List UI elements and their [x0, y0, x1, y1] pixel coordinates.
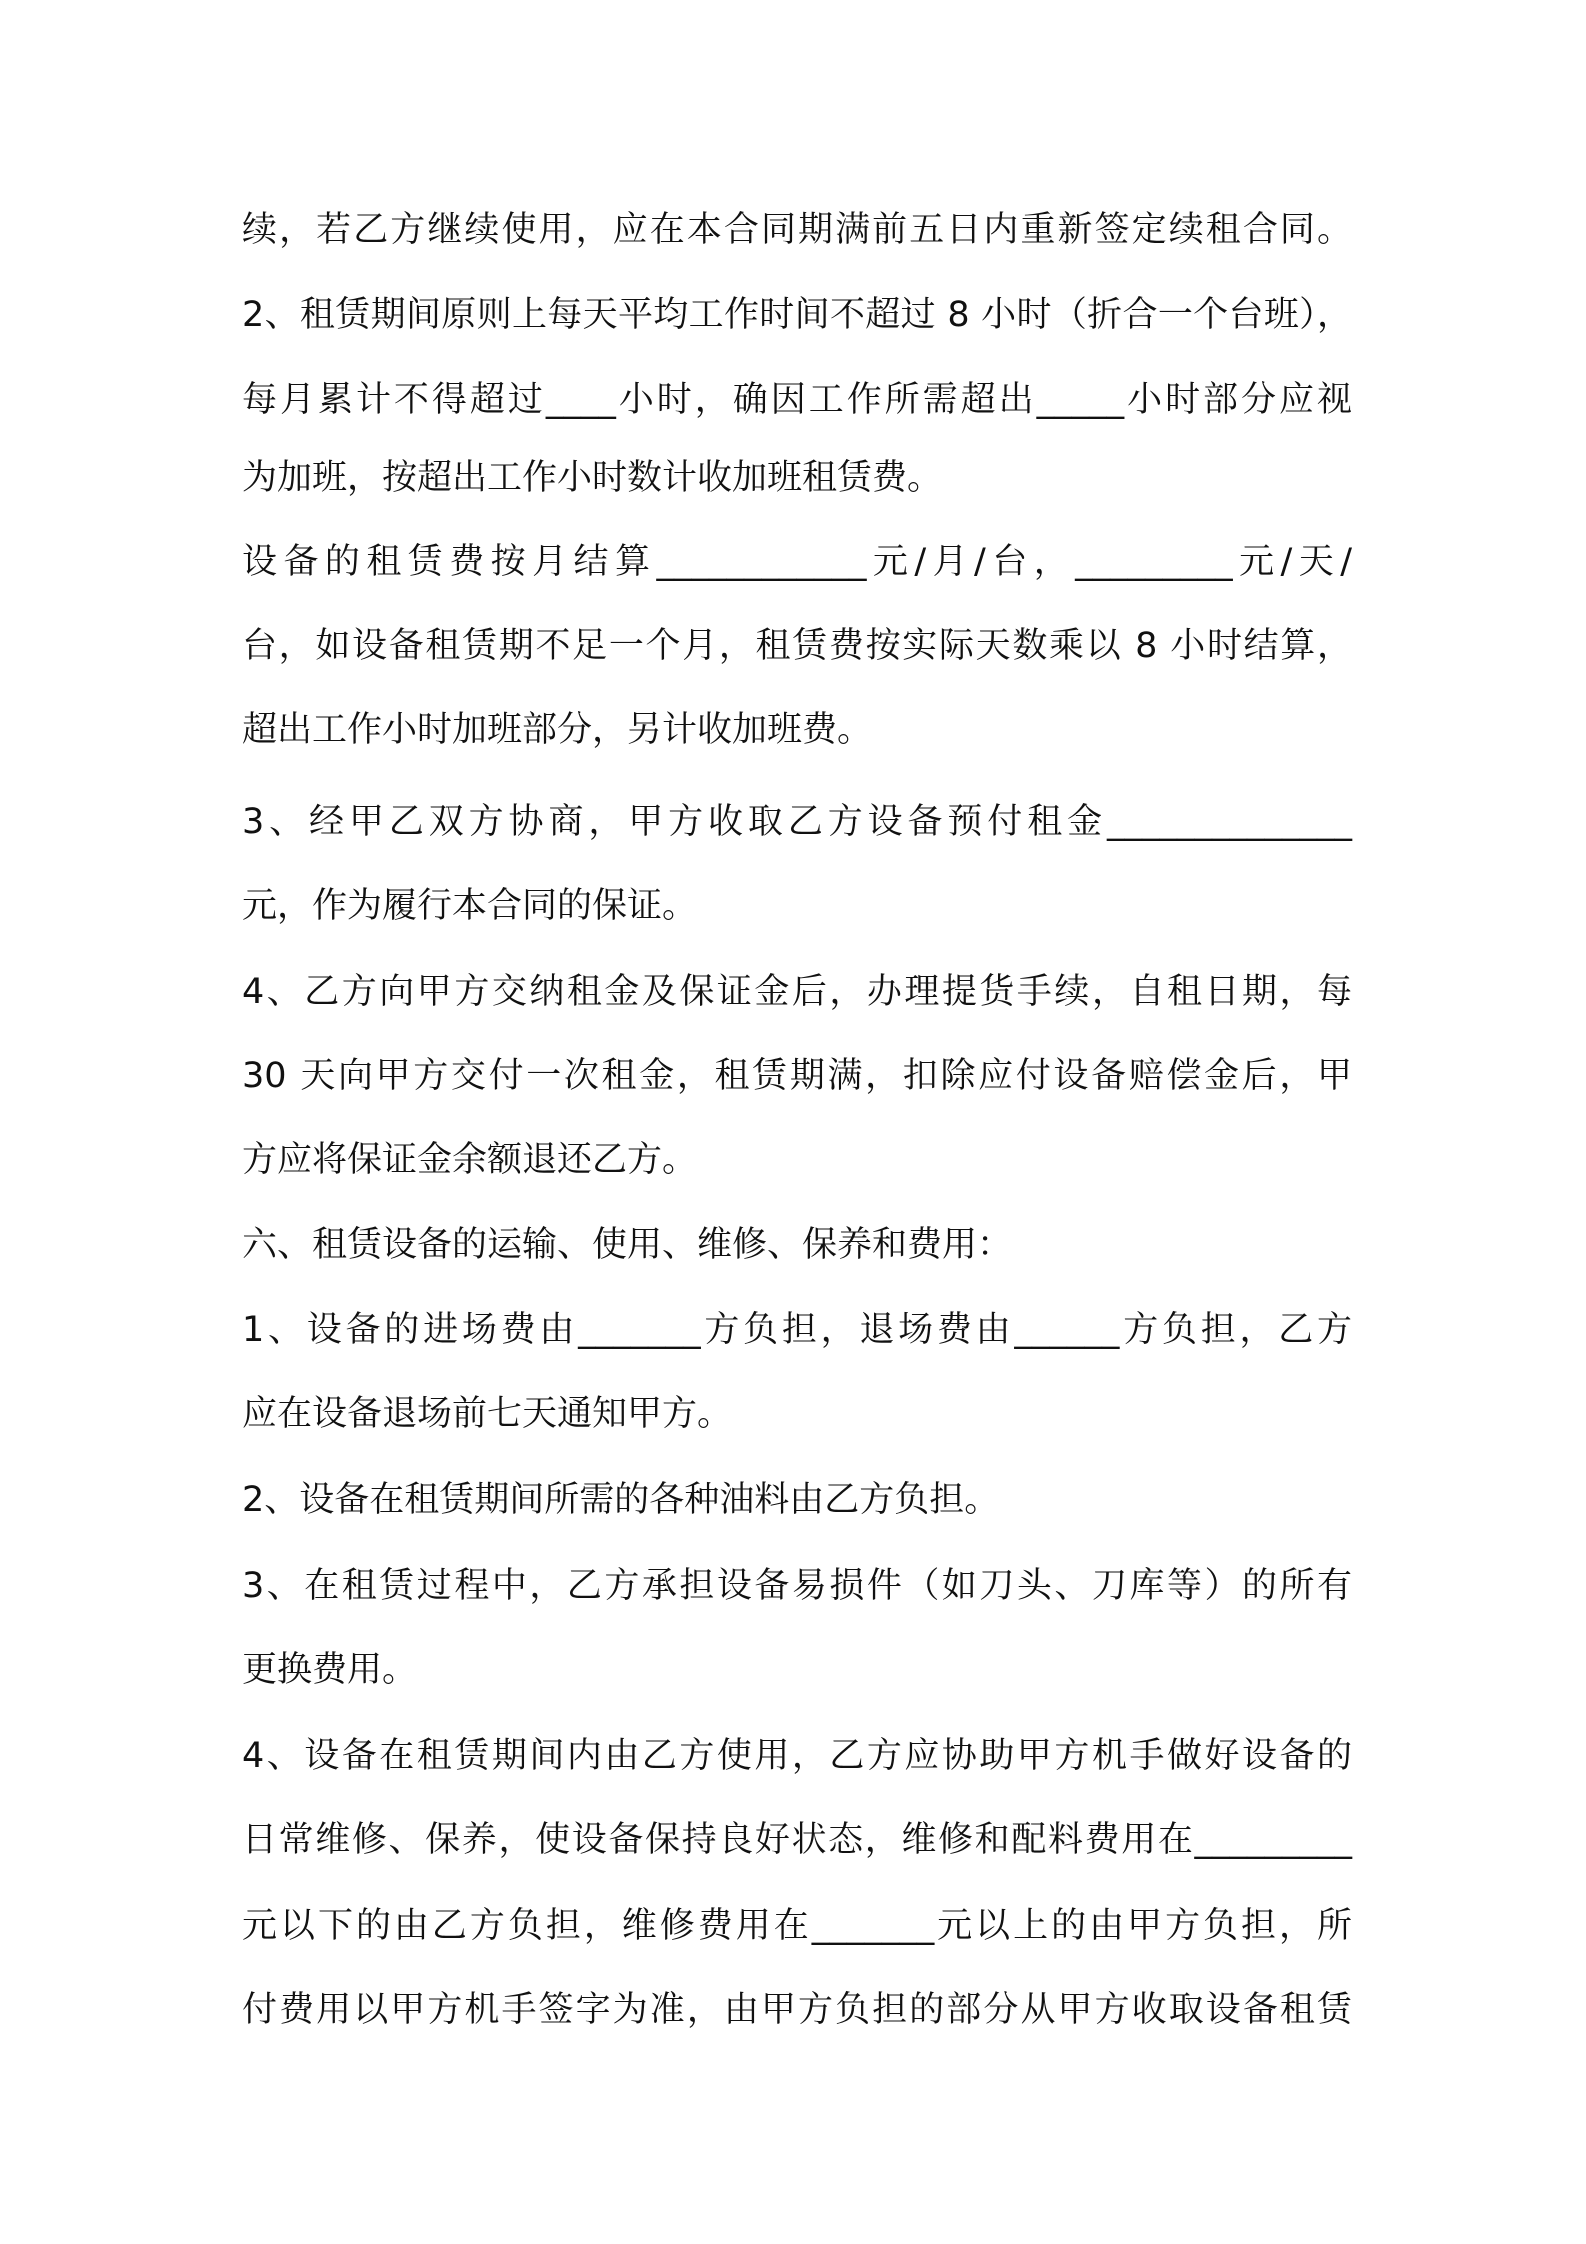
text-line: 台，如设备租赁期不足一个月，租赁费按实际天数乘以 8 小时结算，: [242, 626, 1352, 666]
section-heading: 六、租赁设备的运输、使用、维修、保养和费用：: [242, 1225, 1013, 1265]
text-line: 设备的租赁费按月结算____________元/月/台，_________元/天/: [242, 542, 1352, 582]
text-line: 为加班，按超出工作小时数计收加班租赁费。: [242, 458, 943, 498]
text-line: 付费用以甲方机手签字为准，由甲方负担的部分从甲方收取设备租赁: [242, 1990, 1352, 2030]
text-line: 1、设备的进场费由_______方负担，退场费由______方负担，乙方: [242, 1310, 1352, 1350]
text-line: 续，若乙方继续使用，应在本合同期满前五日内重新签定续租合同。: [242, 210, 1352, 250]
text-line: 元，作为履行本合同的保证。: [242, 886, 698, 926]
text-line: 每月累计不得超过____小时，确因工作所需超出_____小时部分应视: [242, 380, 1352, 420]
text-line: 元以下的由乙方负担，维修费用在_______元以上的由甲方负担，所: [242, 1906, 1352, 1946]
text-line: 方应将保证金余额退还乙方。: [242, 1140, 698, 1180]
text-line: 3、在租赁过程中，乙方承担设备易损件（如刀头、刀库等）的所有: [242, 1566, 1352, 1606]
text-line: 2、设备在租赁期间所需的各种油料由乙方负担。: [242, 1480, 1000, 1520]
text-line: 日常维修、保养，使设备保持良好状态，维修和配料费用在_________: [242, 1820, 1352, 1860]
text-line: 4、乙方向甲方交纳租金及保证金后，办理提货手续，自租日期，每: [242, 972, 1352, 1012]
text-line: 30 天向甲方交付一次租金，租赁期满，扣除应付设备赔偿金后，甲: [242, 1056, 1352, 1096]
text-line: 应在设备退场前七天通知甲方。: [242, 1394, 733, 1434]
text-line: 2、租赁期间原则上每天平均工作时间不超过 8 小时（折合一个台班），: [242, 295, 1352, 335]
text-line: 超出工作小时加班部分，另计收加班费。: [242, 710, 873, 750]
text-line: 3、经甲乙双方协商，甲方收取乙方设备预付租金______________: [242, 802, 1352, 842]
text-line: 更换费用。: [242, 1650, 418, 1690]
text-line: 4、设备在租赁期间内由乙方使用，乙方应协助甲方机手做好设备的: [242, 1736, 1352, 1776]
